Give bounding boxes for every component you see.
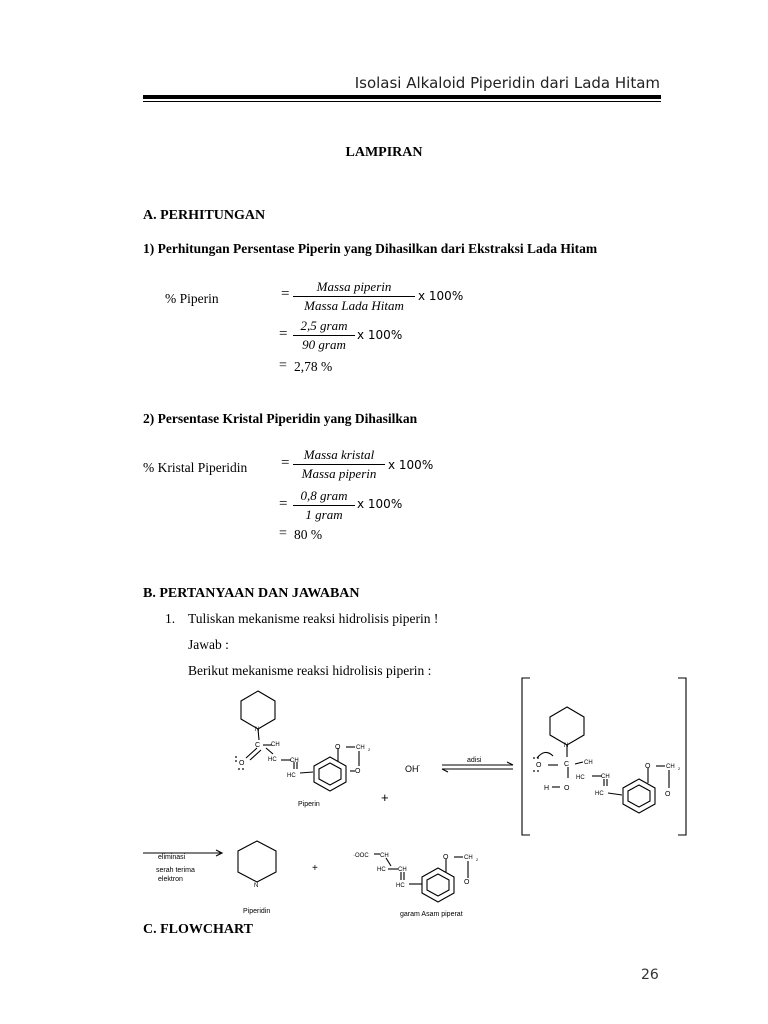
item1-result-equals: = (279, 358, 287, 373)
piperin-c-label: C (255, 742, 261, 749)
salt-ch-label-2: CH (398, 867, 407, 873)
page-number: 26 (641, 967, 659, 983)
intermediate-ch-label: CH (584, 760, 593, 766)
salt-ch-bond (386, 858, 391, 866)
item2-eq1-equals: = (281, 455, 290, 471)
intermediate-right-bracket (678, 678, 686, 835)
intermediate-piperidine-ring (550, 707, 584, 745)
intermediate-c-ch-bond (575, 762, 583, 764)
piperin-ch-label-2: CH (290, 758, 299, 764)
salt-o-right-label: O (464, 879, 470, 886)
elimination-label-3: elektron (158, 876, 183, 883)
piperin-o-top-label: O (335, 744, 341, 751)
intermediate-ch-label-2: CH (601, 774, 610, 780)
item2-result-equals: = (279, 526, 287, 541)
item1-eq1-equals: = (281, 286, 290, 302)
item2-eq2-numerator: 0,8 gram (300, 488, 348, 503)
piperin-ring-link (300, 772, 313, 773)
salt-benzene-inner (427, 874, 449, 896)
item1-eq2-equals: = (279, 326, 288, 342)
piperin-carbonyl-bond (246, 748, 257, 758)
piperin-hc-label: HC (268, 757, 277, 763)
piperidine-n-label: N (254, 883, 259, 889)
intermediate-oh-o-label: O (564, 785, 570, 792)
adisi-label: adisi (467, 757, 482, 764)
salt-ch2-sub: 2 (476, 857, 479, 862)
garam-label: garam Asam piperat (400, 911, 463, 918)
piperin-o-right-label: O (355, 768, 361, 775)
item2-result: 80 % (294, 527, 323, 542)
salt-hc-label: HC (377, 867, 386, 873)
item1-eq1-denominator: Massa Lada Hitam (304, 298, 404, 313)
salt-o-top-label: O (443, 854, 449, 861)
item1-result: 2,78 % (294, 359, 333, 374)
item1-eq1-suffix: x 100% (418, 289, 464, 303)
page-title: LAMPIRAN (345, 145, 423, 160)
item1-eq2-suffix: x 100% (357, 328, 403, 342)
answer-label: Jawab : (188, 637, 229, 652)
hydroxide-label: OH (405, 764, 419, 774)
piperin-o-label: O (239, 760, 245, 767)
intermediate-h-label: H (544, 785, 550, 792)
elimination-label-2: serah terima (156, 867, 195, 874)
salt-ch-label: CH (380, 853, 389, 859)
piperin-piperidine-ring (241, 691, 275, 729)
intermediate-benzene-inner (628, 785, 650, 807)
piperin-benzene-inner (319, 763, 341, 785)
reaction-plus: + (381, 790, 389, 805)
intermediate-n-label: N (564, 743, 569, 749)
intermediate-ch2-label: CH (666, 764, 675, 770)
intermediate-left-bracket (522, 678, 530, 835)
hydroxide-charge: - (418, 763, 420, 769)
item2-eq1-numerator: Massa kristal (303, 447, 375, 462)
intermediate-ch2-sub: 2 (678, 766, 681, 771)
piperin-ch2-sub: 2 (368, 747, 371, 752)
item2-eq2-denominator: 1 gram (305, 507, 343, 522)
item2-heading: 2) Persentase Kristal Piperidin yang Dihasilkan (143, 411, 418, 426)
item2-eq1-suffix: x 100% (388, 458, 434, 472)
salt-ooc-label: ·OOC (353, 853, 369, 859)
item2-eq2-equals: = (279, 496, 288, 512)
question-number: 1. (165, 611, 176, 626)
intermediate-o-minus-label: O (536, 762, 542, 769)
section-c-heading: C. FLOWCHART (143, 922, 253, 937)
intermediate-o-right-label: O (665, 791, 671, 798)
salt-ch2-label: CH (464, 855, 473, 861)
intermediate-electron-arrow (537, 752, 553, 758)
piperin-ch2-label: CH (356, 745, 365, 751)
piperidine-product-ring (238, 841, 276, 882)
question-text: Tuliskan mekanisme reaksi hidrolisis piperin ! (188, 611, 439, 626)
product-plus: + (312, 863, 318, 874)
answer-text: Berikut mekanisme reaksi hidrolisis piperin : (188, 663, 432, 678)
intermediate-ring-link (608, 793, 622, 795)
item1-eq2-denominator: 90 gram (302, 337, 346, 352)
intermediate-hc-label-2: HC (595, 791, 604, 797)
piperin-label: Piperin (298, 801, 320, 808)
item2-eq2-suffix: x 100% (357, 497, 403, 511)
piperin-carbonyl-bond-2 (250, 750, 261, 760)
intermediate-hc-label: HC (576, 775, 585, 781)
piperin-n-label: N (255, 727, 260, 733)
section-b-heading: B. PERTANYAAN DAN JAWABAN (143, 586, 360, 601)
item1-label: % Piperin (165, 291, 219, 306)
item2-label: % Kristal Piperidin (143, 460, 248, 475)
elimination-label-1: eliminasi (158, 854, 186, 861)
section-a-heading: A. PERHITUNGAN (143, 208, 266, 223)
piperin-hc-label-2: HC (287, 773, 296, 779)
running-header: Isolasi Alkaloid Piperidin dari Lada Hitam (354, 74, 660, 92)
piperin-ch-label: CH (271, 742, 280, 748)
item1-eq2-numerator: 2,5 gram (300, 318, 348, 333)
intermediate-c-label: C (564, 761, 570, 768)
salt-hc-label-2: HC (396, 883, 405, 889)
item1-eq1-numerator: Massa piperin (316, 279, 392, 294)
item1-heading: 1) Perhitungan Persentase Piperin yang Dihasilkan dari Ekstraksi Lada Hitam (143, 241, 598, 256)
piperin-ch-bond (266, 748, 273, 754)
item2-eq1-denominator: Massa piperin (301, 466, 377, 481)
piperidine-label: Piperidin (243, 908, 271, 915)
intermediate-o-top-label: O (645, 763, 651, 770)
